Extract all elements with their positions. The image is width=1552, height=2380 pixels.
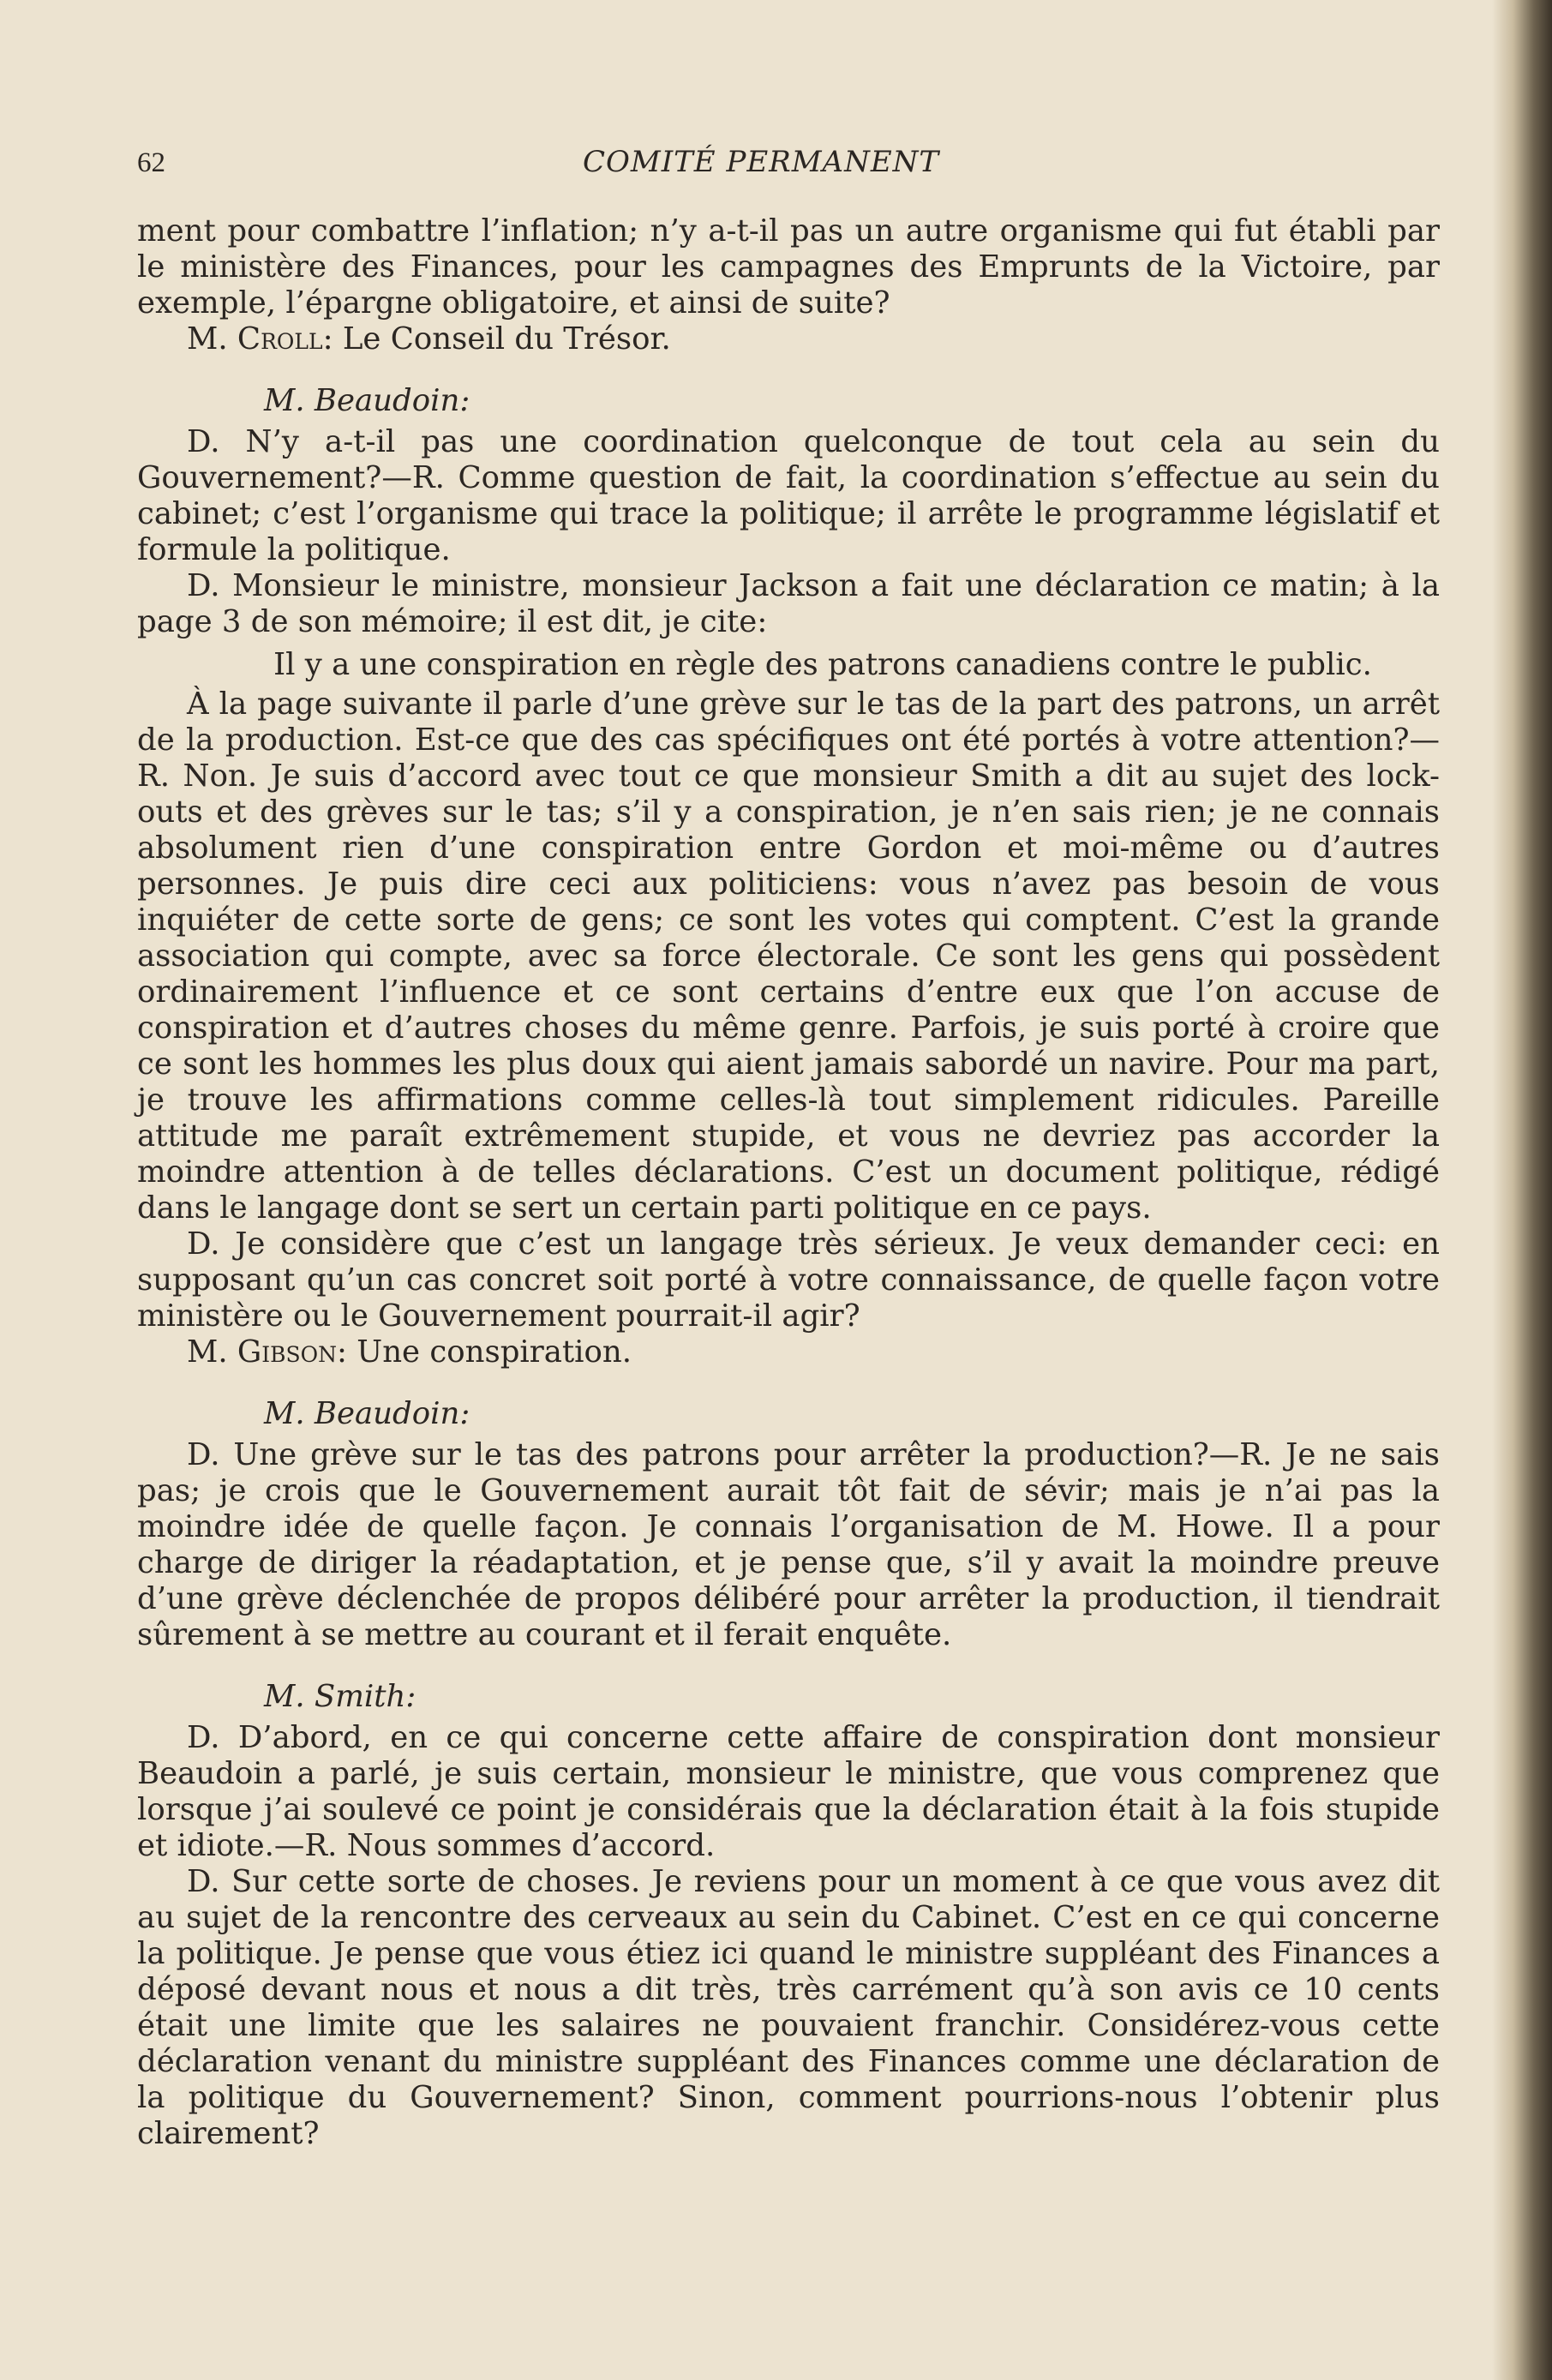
book-spine-shadow [1492,0,1552,2380]
paragraph: D. Sur cette sorte de choses. Je reviens pour un moment à ce que vous avez dit au sujet de la rencontre des cerveaux au sein du Cabinet. C’est en ce qui concerne la politique. Je pense que vous étiez ici quand le ministre suppléant des Finances a déposé devant nous et nous a dit très, très carrément qu’à son avis ce 10 cents était une limite que les salaires ne pouvaient franchir. Considérez-vous cette déclaration venant du ministre suppléant des Finances comme une déclaration de la politique du Gouvernement? Sinon, comment pourrions-nous l’obtenir plus clairement? [137,1864,1440,2151]
running-title: COMITÉ PERMANENT [583,145,940,179]
speech-text: : Le Conseil du Trésor. [322,321,671,357]
speaker-name: Croll [237,321,323,357]
paragraph: D. Monsieur le ministre, monsieur Jackson a fait une déclaration ce matin; à la page 3 de son mémoire; il est dit, je cite: [137,568,1440,639]
speech-croll [137,321,1440,357]
paragraph: D. D’abord, en ce qui concerne cette affaire de conspiration dont monsieur Beaudoin a parlé, je suis certain, monsieur le ministre, que vous comprenez que lorsque j’ai soulevé ce point je considérais que la déclaration était à la fois stupide et idiote.—R. Nous sommes d’accord. [137,1720,1440,1863]
paragraph: À la page suivante il parle d’une grève sur le tas de la part des patrons, un arrêt de la production. Est-ce que des cas spécifiques ont été portés à votre attention?—R. Non. Je suis d’accord avec tout ce que monsieur Smith a dit au sujet des lock-outs et des grèves sur le tas; s’il y a conspiration, je n’en sais rien; je ne connais absolument rien d’une conspiration entre Gordon et moi-même ou d’autres personnes. Je puis dire ceci aux politiciens: vous n’avez pas besoin de vous inquiéter de cette sorte de gens; ce sont les votes qui comptent. C’est la grande association qui compte, avec sa force électorale. Ce sont les gens qui possèdent ordinairement l’influence et ce sont certains d’entre eux que l’on accuse de conspiration et d’autres choses du même genre. Parfois, je suis porté à croire que ce sont les hommes les plus doux qui aient jamais sabordé un navire. Pour ma part, je trouve les affirmations comme celles-là tout simplement ridicules. Pareille attitude me paraît extrêmement stupide, et vous ne devriez pas accorder la moindre attention à de telles déclarations. C’est un document politique, rédigé dans le langage dont se sert un certain parti politique en ce pays. [137,686,1440,1226]
speech-gibson [137,1334,1440,1370]
paragraph: D. Je considère que c’est un langage très sérieux. Je veux demander ceci: en supposant qu’un cas concret soit porté à votre connaissance, de quelle façon votre ministère ou le Gouvernement pourrait-il agir? [137,1226,1440,1334]
speaker-heading: M. Beaudoin: [264,383,470,418]
speech-prefix: M. [187,321,237,357]
speaker-heading: M. Beaudoin: [264,1396,470,1431]
block-quote: Il y a une conspiration en règle des patrons canadiens contre le public. [273,647,1372,682]
page-body [137,144,1440,2152]
speaker-heading: M. Smith: [264,1679,416,1714]
paragraph: D. Une grève sur le tas des patrons pour arrêter la production?—R. Je ne sais pas; je crois que le Gouvernement aurait tôt fait de sévir; mais je n’ai pas la moindre idée de quelle façon. Je connais l’organisation de M. Howe. Il a pour charge de diriger la réadaptation, et je pense que, s’il y avait la moindre preuve d’une grève déclenchée de propos délibéré pour arrêter la production, il tiendrait sûrement à se mettre au courant et il ferait enquête. [137,1437,1440,1652]
page-number: 62 [137,147,165,178]
paragraph: ment pour combattre l’inflation; n’y a-t-il pas un autre organisme qui fut établi par le ministère des Finances, pour les campagnes des Emprunts de la Victoire, par exemple, l’épargne obligatoire, et ainsi de suite? [137,213,1440,321]
speech-prefix: M. [187,1334,237,1370]
speech-text: : Une conspiration. [337,1334,632,1370]
paragraph: D. N’y a-t-il pas une coordination quelconque de tout cela au sein du Gouvernement?—R. Comme question de fait, la coordination s’effectue au sein du cabinet; c’est l’organisme qui trace la politique; il arrête le programme législatif et formule la politique. [137,424,1440,567]
speaker-name: Gibson [237,1334,338,1370]
page-header [137,144,1440,181]
